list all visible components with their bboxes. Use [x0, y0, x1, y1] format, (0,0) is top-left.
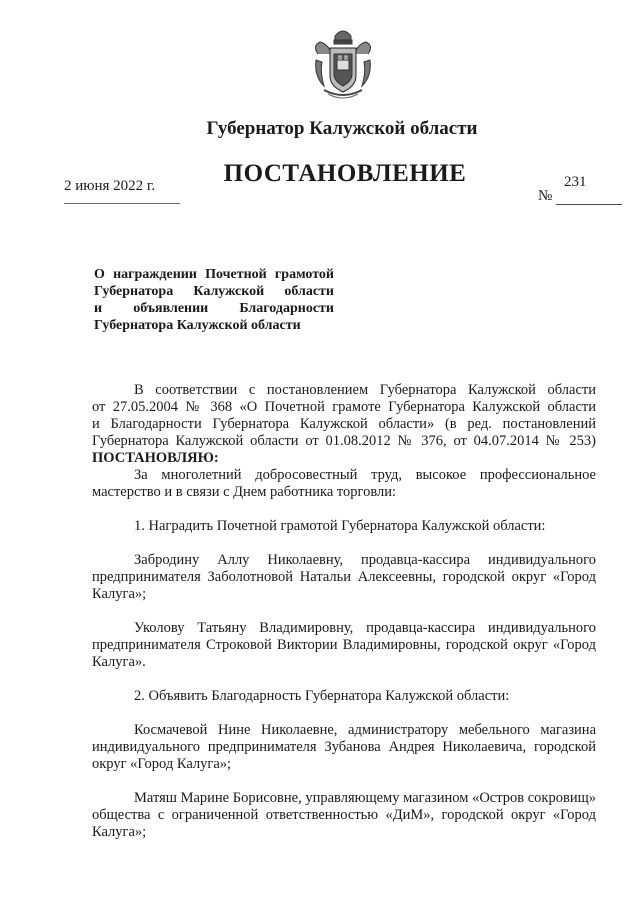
recipient-line: индивидуального предпринимателя Зубанова Андрея Николаевича, городской	[92, 739, 596, 755]
awardee-line: Калуга».	[92, 654, 146, 670]
subject-line: Губернатора Калужской области	[94, 318, 301, 333]
document-subject	[94, 266, 334, 334]
awardee-line: предпринимателя Заболотновой Натальи Алексеевны, городской округ «Город	[92, 569, 596, 585]
awardee-line: предпринимателя Строковой Виктории Владимировны, городской округ «Город	[92, 637, 596, 653]
document-number: 231	[564, 174, 587, 190]
reason-line: За многолетний добросовестный труд, высокое профессиональное	[134, 467, 596, 483]
preamble-line: и Благодарности Губернатора Калужской области» (в ред. постановлений	[92, 416, 596, 432]
awardee-line: Калуга»;	[92, 586, 147, 602]
number-sign: №	[538, 188, 553, 204]
document-date: 2 июня 2022 г.	[64, 178, 156, 194]
document-type-title: ПОСТАНОВЛЕНИЕ	[223, 160, 467, 187]
recipient-line: округ «Город Калуга»;	[92, 756, 232, 772]
recipient-line: Калуга»;	[92, 824, 147, 840]
subject-line: О награждении Почетной грамотой	[94, 267, 334, 282]
recipient-line: Матяш Марине Борисовне, управляющему магазином «Остров сокровищ»	[134, 790, 596, 806]
date-underline	[64, 203, 180, 204]
preamble-line: от 27.05.2004 № 368 «О Почетной грамоте Губернатора Калужской области	[92, 399, 596, 415]
recipient-line: Космачевой Нине Николаевне, администратору мебельного магазина	[134, 722, 596, 738]
item1-title: 1. Наградить Почетной грамотой Губернатора Калужской области:	[134, 518, 546, 534]
preamble-line: Губернатора Калужской области от 01.08.2012 № 376, от 04.07.2014 № 253)	[92, 433, 596, 449]
awardee-line: Уколову Татьяну Владимировну, продавца-кассира индивидуального	[134, 620, 596, 636]
recipient-line: общества с ограниченной ответственностью «ДиМ», городской округ «Город	[92, 807, 596, 823]
subject-line: и объявлении Благодарности	[94, 301, 334, 316]
issuing-authority: Губернатор Калужской области	[206, 118, 478, 139]
awardee-line: Забродину Аллу Николаевну, продавца-кассира индивидуального	[134, 552, 596, 568]
number-underline	[556, 204, 622, 205]
decree-word: ПОСТАНОВЛЯЮ:	[92, 450, 219, 466]
coat-of-arms-emblem-icon	[310, 24, 376, 102]
preamble-line: В соответствии с постановлением Губернатора Калужской области	[134, 382, 596, 398]
item2-title: 2. Объявить Благодарность Губернатора Калужской области:	[134, 688, 510, 704]
subject-line: Губернатора Калужской области	[94, 284, 334, 299]
document-body	[92, 382, 596, 841]
reason-line: мастерство и в связи с Днем работника торговли:	[92, 484, 397, 500]
